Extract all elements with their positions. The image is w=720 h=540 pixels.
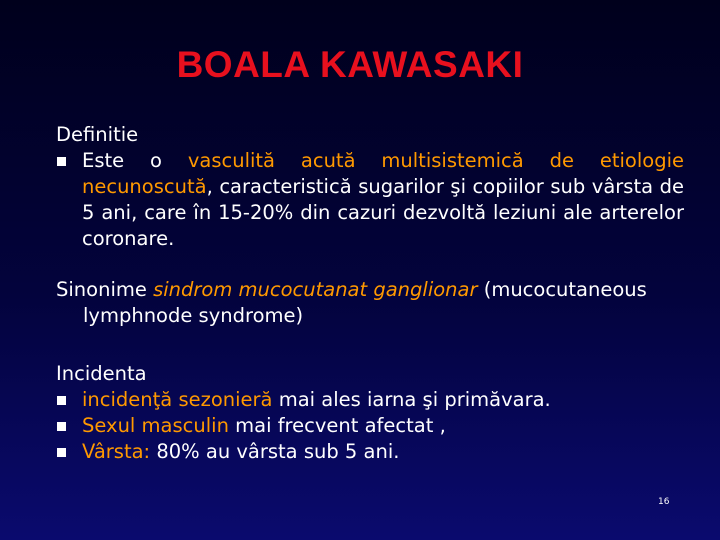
synonyms-label: Sinonime xyxy=(56,278,147,301)
definition-heading: Definitie xyxy=(56,123,139,146)
incidence-season-text: mai ales iarna şi primăvara. xyxy=(272,388,551,411)
definition-highlight: vasculită acută multisistemică de etiologie necunoscută xyxy=(82,149,684,198)
definition-section xyxy=(56,122,684,252)
synonyms-section xyxy=(56,277,684,329)
square-bullet-icon xyxy=(57,157,66,166)
page-number: 16 xyxy=(658,497,670,507)
incidence-sex-highlight: Sexul masculin xyxy=(82,414,229,437)
incidence-bullet-sex xyxy=(56,413,684,439)
synonyms-english-continuation: lymphnode syndrome) xyxy=(83,304,304,327)
synonyms-english-start: (mucocutaneous xyxy=(483,278,647,301)
square-bullet-icon xyxy=(57,448,66,457)
incidence-bullet-age xyxy=(56,439,684,465)
incidence-sex-text: mai frecvent afectat , xyxy=(228,414,446,437)
slide-title: BOALA KAWASAKI xyxy=(176,44,524,85)
synonyms-term: sindrom mucocutanat ganglionar xyxy=(153,278,478,301)
incidence-section xyxy=(56,361,684,465)
square-bullet-icon xyxy=(57,396,66,405)
definition-bullet xyxy=(56,148,684,252)
definition-text-end: , caracteristică sugarilor şi copiilor sub vârsta de 5 ani, care în 15-20% din cazuri dezvoltă leziuni ale arterelor coronare. xyxy=(82,175,684,250)
incidence-age-highlight: Vârsta: xyxy=(82,440,151,463)
incidence-age-text: 80% au vârsta sub 5 ani. xyxy=(150,440,400,463)
definition-text-start: Este o xyxy=(82,149,162,172)
square-bullet-icon xyxy=(57,422,66,431)
synonyms-line xyxy=(56,277,684,303)
incidence-season-highlight: incidenţă sezonieră xyxy=(82,388,273,411)
incidence-bullet-season xyxy=(56,387,684,413)
incidence-heading: Incidenta xyxy=(56,362,147,385)
